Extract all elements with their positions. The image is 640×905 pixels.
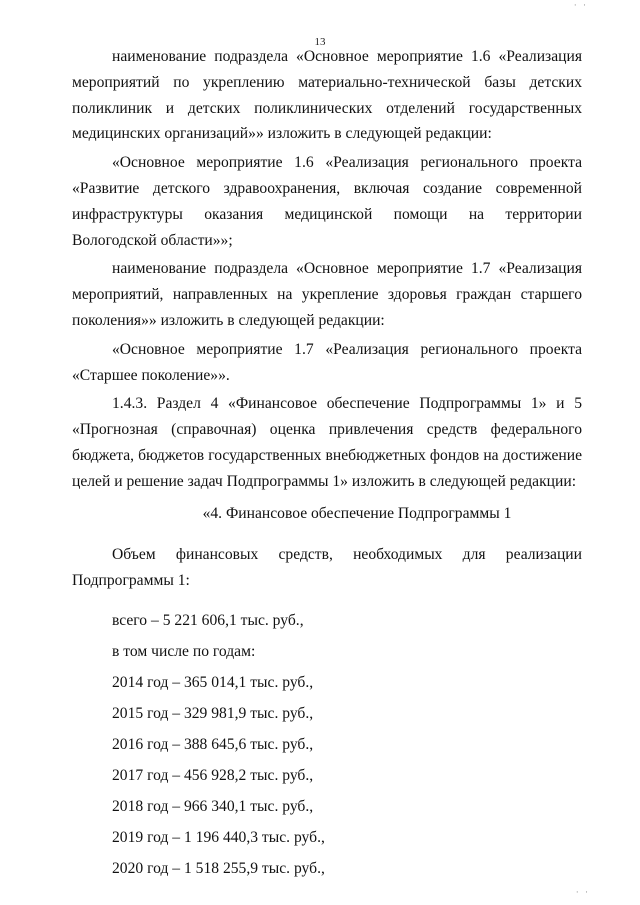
paragraph-subsection-1-6-name: наименование подраздела «Основное мероприятие 1.6 «Реализация мероприятий по укреплению материально-технической базы детских поликлиник и детских поликлинических отделений государственных медицинских организаций»» изложить в следующей редакции:: [72, 48, 582, 143]
document-body: [72, 44, 582, 887]
section-heading: «4. Финансовое обеспечение Подпрограммы 1: [202, 504, 512, 522]
paragraph-subsection-1-6-new: «Основное мероприятие 1.6 «Реализация регионального проекта «Развитие детского здравоохранения, включая создание современной инфраструктуры оказания медицинской помощи на территории Вологодской области»»;: [72, 154, 582, 249]
scan-mark-top: · ·: [573, 0, 588, 10]
funding-year-2017: 2017 год – 456 928,2 тыс. руб.,: [112, 766, 314, 784]
funding-total: всего – 5 221 606,1 тыс. руб.,: [112, 611, 304, 629]
funding-list: [72, 608, 582, 882]
funding-year-2019: 2019 год – 1 196 440,3 тыс. руб.,: [112, 828, 325, 846]
funding-year-2020: 2020 год – 1 518 255,9 тыс. руб.,: [112, 859, 325, 877]
funding-year-2016: 2016 год – 388 645,6 тыс. руб.,: [112, 735, 314, 753]
funding-year-2014: 2014 год – 365 014,1 тыс. руб.,: [112, 673, 314, 691]
paragraph-item-1-4-3: 1.4.3. Раздел 4 «Финансовое обеспечение Подпрограммы 1» и 5 «Прогнозная (справочная) оценка привлечения средств федерального бюджета, бюджетов государственных внебюджетных фондов на достижение целей и решение задач Подпрограммы 1» изложить в следующей редакции:: [72, 395, 582, 490]
paragraph-subsection-1-7-name: наименование подраздела «Основное мероприятие 1.7 «Реализация мероприятий, направленных на укрепление здоровья граждан старшего поколения»» изложить в следующей редакции:: [72, 260, 582, 329]
paragraph-subsection-1-7-new: «Основное мероприятие 1.7 «Реализация регионального проекта «Старшее поколение»».: [72, 340, 582, 384]
funding-year-2018: 2018 год – 966 340,1 тыс. руб.,: [112, 797, 314, 815]
scan-mark-bottom: · ·: [575, 887, 590, 897]
funding-year-2015: 2015 год – 329 981,9 тыс. руб.,: [112, 704, 314, 722]
funding-by-year-label: в том числе по годам:: [112, 642, 256, 660]
page-number: 13: [314, 36, 326, 48]
paragraph-funding-intro: Объем финансовых средств, необходимых для реализации Подпрограммы 1:: [72, 546, 582, 590]
